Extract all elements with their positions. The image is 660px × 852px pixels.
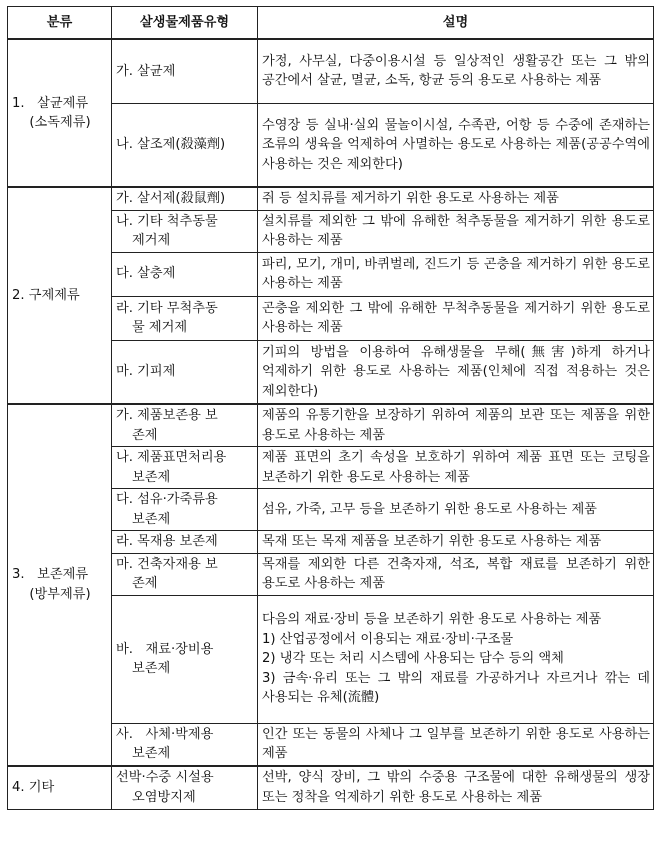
table-body [8, 39, 654, 810]
product-type-label: 제거제 [132, 233, 171, 248]
product-type-label: 존제 [132, 576, 158, 591]
category-label: 4. 기타 [12, 780, 55, 795]
description-text: 2) 냉각 또는 처리 시스템에 사용되는 담수 등의 액체 [262, 651, 564, 667]
description-cell [258, 766, 654, 810]
product-type-cell [112, 531, 258, 554]
description-cell [258, 103, 654, 187]
header-row [8, 7, 654, 40]
category-cell [8, 404, 112, 766]
category-label: (방부제류) [29, 586, 91, 602]
product-type-label: 나. 기타 척추동물 [116, 213, 218, 229]
description-text: 다음의 재료·장비 등을 보존하기 위한 용도로 사용하는 제품 [262, 612, 602, 628]
product-type-label: 보존제 [132, 746, 171, 761]
description-text: 목재를 제외한 다른 건축자재, 석조, 복합 재료를 보존하기 위한 용도로 사용하는 제품 [262, 556, 650, 591]
description-cell [258, 531, 654, 554]
product-type-cell [112, 210, 258, 252]
description-cell [258, 340, 654, 404]
product-type-label: 선박·수중 시설용 [116, 770, 214, 786]
product-type-label: 마. 기피제 [116, 364, 176, 379]
product-type-label: 보존제 [132, 469, 171, 485]
product-type-label: 보존제 [132, 661, 171, 676]
description-cell [258, 210, 654, 252]
header-category: 분류 [8, 7, 112, 40]
product-type-label: 물 제거제 [132, 320, 188, 335]
table-row [8, 404, 654, 447]
product-type-label: 바. 재료·장비용 [116, 641, 214, 657]
table-row [8, 187, 654, 210]
product-type-label: 존제 [132, 427, 158, 443]
product-type-cell [112, 447, 258, 489]
product-type-cell [112, 766, 258, 810]
category-cell [8, 766, 112, 810]
category-label: 2. 구제제류 [12, 287, 80, 303]
category-label: (소독제류) [29, 115, 91, 130]
product-type-label: 나. 제품표면처리용 [116, 450, 227, 465]
category-label: 1. 살균제류 [12, 95, 89, 111]
category-cell [8, 39, 112, 187]
product-type-label: 사. 사체·박제용 [116, 726, 214, 742]
table-row [8, 766, 654, 810]
product-type-cell [112, 296, 258, 340]
product-type-label: 오염방지제 [132, 789, 196, 805]
description-cell [258, 39, 654, 103]
product-type-label: 다. 섬유·가죽류용 [116, 492, 218, 507]
product-type-label: 가. 제품보존용 보 [116, 408, 218, 423]
description-cell [258, 595, 654, 723]
category-label: 3. 보존제류 [12, 567, 89, 583]
product-type-label: 라. 목재용 보존제 [116, 534, 218, 549]
description-cell [258, 187, 654, 210]
product-type-cell [112, 723, 258, 766]
header-product-type: 살생물제품유형 [112, 7, 258, 40]
description-cell [258, 489, 654, 531]
product-type-cell [112, 553, 258, 595]
header-description: 설명 [258, 7, 654, 40]
description-text: 수영장 등 실내·실외 물놀이시설, 수족관, 어항 등 수중에 존재하는 조류의 생육을 억제하여 사멸하는 용도로 사용하는 제품(공공수역에 사용하는 것은 제외한다) [262, 117, 650, 172]
description-cell [258, 723, 654, 766]
description-text: 제품 표면의 초기 속성을 보호하기 위하여 제품 표면 또는 코팅을 보존하기 위한 용도로 사용하는 제품 [262, 450, 650, 485]
product-type-cell [112, 595, 258, 723]
product-type-cell [112, 39, 258, 103]
description-text: 설치류를 제외한 그 밖에 유해한 척추동물을 제거하기 위한 용도로 사용하는 제품 [262, 213, 650, 248]
description-text: 인간 또는 동물의 사체나 그 일부를 보존하기 위한 용도로 사용하는 제품 [262, 726, 650, 761]
product-type-cell [112, 187, 258, 210]
description-text: 섬유, 가죽, 고무 등을 보존하기 위한 용도로 사용하는 제품 [262, 501, 597, 517]
description-text: 목재 또는 목재 제품을 보존하기 위한 용도로 사용하는 제품 [262, 534, 602, 549]
description-text: 기피의 방법을 이용하여 유해생물을 무해(無害)하게 하거나 억제하기 위한 용도로 사용하는 제품(인체에 직접 적용하는 것은 제외한다) [262, 344, 650, 399]
product-type-cell [112, 489, 258, 531]
description-cell [258, 404, 654, 447]
description-cell [258, 447, 654, 489]
product-type-label: 다. 살충제 [116, 266, 176, 282]
product-type-cell [112, 252, 258, 296]
product-type-label: 보존제 [132, 511, 171, 527]
product-type-label: 라. 기타 무척추동 [116, 300, 218, 316]
description-text: 파리, 모기, 개미, 바퀴벌레, 진드기 등 곤충을 제거하기 위한 용도로 사용하는 제품 [262, 256, 650, 291]
description-text: 3) 금속·유리 또는 그 밖의 재료를 가공하거나 자르거나 깎는 데 사용되는 유체(流體) [262, 670, 650, 706]
description-text: 가정, 사무실, 다중이용시설 등 일상적인 생활공간 또는 그 밖의 공간에서 살균, 멸균, 소독, 항균 등의 용도로 사용하는 제품 [262, 53, 650, 89]
description-text: 선박, 양식 장비, 그 밖의 수중용 구조물에 대한 유해생물의 생장 또는 정착을 억제하기 위한 용도로 사용하는 제품 [262, 770, 650, 805]
description-cell [258, 553, 654, 595]
product-type-cell [112, 404, 258, 447]
description-text: 쥐 등 설치류를 제거하기 위한 용도로 사용하는 제품 [262, 191, 559, 206]
product-type-cell [112, 340, 258, 404]
product-type-label: 나. 살조제(殺藻劑) [116, 137, 226, 152]
biocide-product-table [7, 6, 654, 810]
description-cell [258, 252, 654, 296]
product-type-label: 마. 건축자재용 보 [116, 556, 218, 572]
product-type-cell [112, 103, 258, 187]
table-row [8, 39, 654, 103]
category-cell [8, 187, 112, 404]
description-text: 1) 산업공정에서 이용되는 재료·장비·구조물 [262, 631, 514, 647]
description-text: 곤충을 제외한 그 밖에 유해한 무척추동물을 제거하기 위한 용도로 사용하는 제품 [262, 300, 650, 335]
description-cell [258, 296, 654, 340]
product-type-label: 가. 살서제(殺鼠劑) [116, 191, 226, 206]
description-text: 제품의 유통기한을 보장하기 위하여 제품의 보관 또는 제품을 위한 용도로 사용하는 제품 [262, 408, 650, 443]
product-type-label: 가. 살균제 [116, 63, 176, 79]
